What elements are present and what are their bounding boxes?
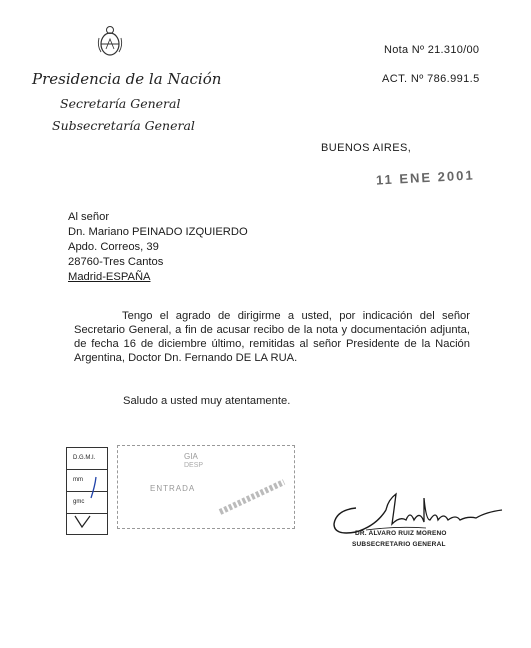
act-reference: ACT. Nº 786.991.5 bbox=[382, 73, 480, 85]
stamp-text-2: DESP bbox=[184, 462, 204, 469]
signer-name: DR. ALVARO RUIZ MORENO bbox=[355, 530, 447, 537]
letter-body: Tengo el agrado de dirigirme a usted, por indicación del señor Secretario General, a fin de acusar recibo de la nota y documentación adjunta, de fecha 16 de diciembre último, remitidas al señor Presidente de la Nación Argentina, Doctor Dn. Fernando DE LA RUA. bbox=[74, 310, 470, 364]
signer-title: SUBSECRETARIO GENERAL bbox=[352, 541, 446, 548]
letterhead-secretariat: Secretaría General bbox=[60, 96, 181, 111]
letterhead-subsecretariat: Subsecretaría General bbox=[52, 118, 195, 133]
routing-row-mm: mm bbox=[67, 470, 107, 492]
date-stamp: 11 ENE 2001 bbox=[375, 167, 475, 188]
note-reference: Nota Nº 21.310/00 bbox=[384, 44, 480, 56]
stamp-text-1: GIA bbox=[184, 452, 198, 461]
initial-mark-icon bbox=[73, 514, 93, 530]
recipient-salutation: Al señor bbox=[68, 211, 110, 223]
recipient-block bbox=[68, 210, 248, 285]
letterhead-office: Presidencia de la Nación bbox=[32, 70, 222, 88]
place-line: BUENOS AIRES, bbox=[321, 142, 412, 154]
recipient-address-1: Apdo. Correos, 39 bbox=[68, 241, 159, 253]
coat-of-arms-icon bbox=[95, 24, 125, 60]
routing-box bbox=[66, 447, 108, 535]
recipient-address-2: 28760-Tres Cantos bbox=[68, 256, 164, 268]
routing-row-initial bbox=[67, 514, 107, 535]
routing-row-gmc: gmc bbox=[67, 492, 107, 514]
letter-closing: Saludo a usted muy atentamente. bbox=[123, 395, 291, 407]
routing-row-dgmi: D.G.M.I. bbox=[67, 448, 107, 470]
entry-stamp bbox=[117, 445, 295, 529]
pen-mark-icon bbox=[88, 476, 100, 500]
recipient-address-3: Madrid-ESPAÑA bbox=[68, 271, 151, 283]
stamp-text-3: ENTRADA bbox=[150, 484, 196, 493]
recipient-name: Dn. Mariano PEINADO IZQUIERDO bbox=[68, 226, 248, 238]
stamp-diagonal-icon bbox=[218, 476, 288, 516]
